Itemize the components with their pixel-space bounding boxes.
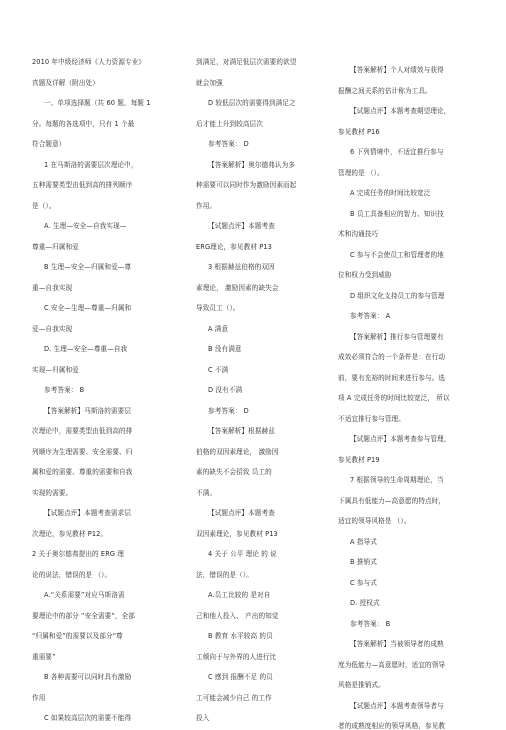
- text-line: 就会加强: [196, 78, 223, 87]
- text-line: 素的缺失不会招致 员工的: [196, 468, 272, 476]
- text-line: 4 关于 公平 理论 的 说: [208, 550, 277, 558]
- text-line: B 没有满意: [208, 345, 242, 353]
- text-line: 爱—自我实现: [32, 324, 73, 333]
- text-line: 【试题点评】本题考查: [208, 222, 275, 230]
- text-line: A 完成任务的时间比较宽泛: [350, 189, 431, 197]
- text-line: 列顺序为生理需要、安全需要、归: [32, 447, 133, 456]
- text-line: 分。每题的各选项中，只有 1 个最: [32, 119, 135, 128]
- text-line: D. 授权式: [350, 599, 380, 607]
- text-line: 重—自我实现: [32, 283, 73, 292]
- text-line: B 教育 水平较高 的员: [208, 632, 273, 640]
- text-line: 位和权力受到威胁: [338, 271, 392, 279]
- text-line: C 安全—生理—尊重—归属和: [44, 304, 132, 312]
- text-line: C 不满: [208, 365, 229, 374]
- text-line: 次理论中，需要类型由低到高的排: [32, 427, 133, 435]
- text-line: B 推销式: [350, 558, 377, 566]
- text-line: B 员工具备相应的智力、知识技: [350, 209, 444, 218]
- text-line: 一、单项选择题（共 60 题，每题 1: [44, 99, 151, 107]
- text-line: C 参与不会使员工和管理者的地: [350, 250, 444, 259]
- text-line: 工倾向于与外界的人进行比: [196, 652, 277, 661]
- text-line: 参考答案： D: [208, 140, 249, 148]
- text-line: 【试题点评】本题考查: [208, 509, 275, 517]
- text-line: 成效必须符合的一个条件是：在行动: [338, 353, 446, 361]
- text-line: C 感到 报酬不足 的员: [208, 673, 273, 681]
- text-line: 参见教材 P19: [338, 455, 380, 464]
- text-line: 后才能上升到较高层次: [196, 119, 263, 128]
- text-line: 属和爱的需要、尊重的需要和自我: [32, 468, 133, 476]
- text-line: 【试题点评】本题考查期望理论，: [350, 107, 451, 115]
- text-line: 导致员工（）。: [196, 304, 240, 312]
- text-line: 报酬之间关系的估计称为工具。: [338, 86, 432, 95]
- text-line: ERG理论，参见教材 P13: [196, 242, 272, 251]
- text-line: 【答案解析】个人对绩效与获得: [350, 66, 444, 74]
- text-line: 作用。: [196, 201, 217, 210]
- text-line: D. 生理—安全—尊重—自我: [44, 345, 128, 353]
- text-line: 【试题点评】本题考查领导者与: [350, 701, 444, 710]
- text-line: 重需要”: [32, 652, 56, 661]
- text-line: 参见教材 P16: [338, 127, 380, 136]
- text-line: 真题及详解（附出处）: [32, 78, 99, 87]
- text-line: 【答案解析】马斯洛的需要层: [44, 406, 132, 415]
- text-line: 要理论中的部分 “安全需要”，全部: [32, 611, 135, 620]
- text-line: 风格是推销式。: [338, 681, 385, 689]
- text-line: 1 在马斯洛的需要层次理论中，: [44, 160, 138, 169]
- text-line: A.员工比较的 是对自: [208, 591, 271, 599]
- text-line: A. 生理—安全—自我实现—: [44, 222, 127, 230]
- text-line: 不满。: [196, 488, 217, 497]
- text-line: B 生理—安全—归属和爱—尊: [44, 263, 132, 271]
- text-line: 论的说法，错误的是 （）。: [32, 570, 112, 579]
- text-line: A 指导式: [350, 537, 377, 546]
- text-line: 【答案解析】奥尔德弗认为多: [208, 160, 296, 169]
- text-line: 实现—归属和爱: [32, 365, 79, 374]
- text-line: 【答案解析】推行参与管理要有: [350, 332, 444, 341]
- text-line: “归属和爱”的需要以及部分“尊: [32, 632, 123, 640]
- text-line: 尊重—归属和爱: [32, 242, 79, 251]
- text-line: 管理的是 （）。: [338, 168, 384, 177]
- text-line: 符合题意）: [32, 140, 66, 148]
- text-line: C 参与式: [350, 578, 377, 587]
- text-line: 2010 年中级经济师《人力资源专业》: [32, 58, 146, 66]
- text-line: 6 下列情境中，不适宜推行参与: [350, 148, 444, 156]
- text-line: 前，要有充裕的时间来进行参与。选: [338, 373, 446, 382]
- text-line: 者的成熟度相应的领导风格，参见教: [338, 722, 446, 730]
- text-line: D 没有不满: [208, 386, 243, 394]
- text-line: 3 根据赫兹伯格的双因: [208, 263, 275, 271]
- text-line: D 较低层次的需要得到满足之: [208, 99, 296, 107]
- text-line: 双因素理论，参见教材 P13: [196, 529, 278, 538]
- text-line: 实现的需要。: [32, 488, 73, 497]
- text-line: 工可能会减少自己 的工作: [196, 693, 272, 702]
- text-line: 次理论，参见教材 P12。: [32, 529, 108, 538]
- text-line: 7 根据领导的生命周期理论，当: [350, 476, 444, 484]
- text-line: 适宜的领导风格是 （）。: [338, 517, 411, 525]
- text-line: 项 A 完成任务的时间比较宽泛， 所以: [338, 394, 450, 402]
- text-line: 【答案解析】根据赫兹: [208, 427, 275, 435]
- text-line: 下属具有低能力—高意愿的特点时，: [338, 496, 446, 505]
- text-line: 度为低能力—高意愿时，适宜的领导: [338, 660, 446, 669]
- text-line: 参考答案： A: [350, 312, 391, 320]
- text-line: 参考答案： B: [350, 619, 391, 628]
- text-line: 伯格的双因素理论， 激励因: [196, 447, 279, 456]
- text-line: 术和沟通技巧: [338, 230, 379, 238]
- text-line: 素理论， 激励因素的缺失会: [196, 283, 279, 292]
- text-line: 【试题点评】本题考查需求层: [44, 509, 132, 517]
- text-line: 种需要可以同时作为激励因素而起: [196, 181, 297, 189]
- text-line: 法，错误的是（）。: [196, 570, 253, 579]
- text-line: 己和他人投入、 产出的知觉: [196, 611, 279, 620]
- text-line: 参考答案： D: [208, 406, 249, 415]
- text-line: 不适宜推行参与管理。: [338, 414, 405, 423]
- text-line: A.“关系需要”对应马斯洛需: [44, 591, 125, 599]
- text-line: B 各种需要可以同时具有激励: [44, 673, 132, 681]
- text-line: 投入: [196, 714, 210, 722]
- text-line: 参考答案： B: [44, 386, 85, 394]
- text-line: 【答案解析】当被领导者的成熟: [350, 640, 444, 648]
- text-line: 【试题点评】本题考查参与管理，: [350, 435, 451, 443]
- text-line: 是（）。: [32, 201, 56, 210]
- text-line: 五种需要类型由低到高的排列顺序: [32, 181, 133, 189]
- text-line: 到满足，对满足低层次需要的欲望: [196, 58, 297, 66]
- text-line: 作用: [32, 693, 46, 702]
- text-line: C 如果较高层次的需要不能得: [44, 714, 132, 722]
- text-line: 2 关于奥尔德弗提出的 ERG 理: [32, 550, 124, 558]
- text-line: A 满意: [208, 324, 229, 333]
- text-line: D 组织文化支持员工的参与管理: [350, 291, 445, 300]
